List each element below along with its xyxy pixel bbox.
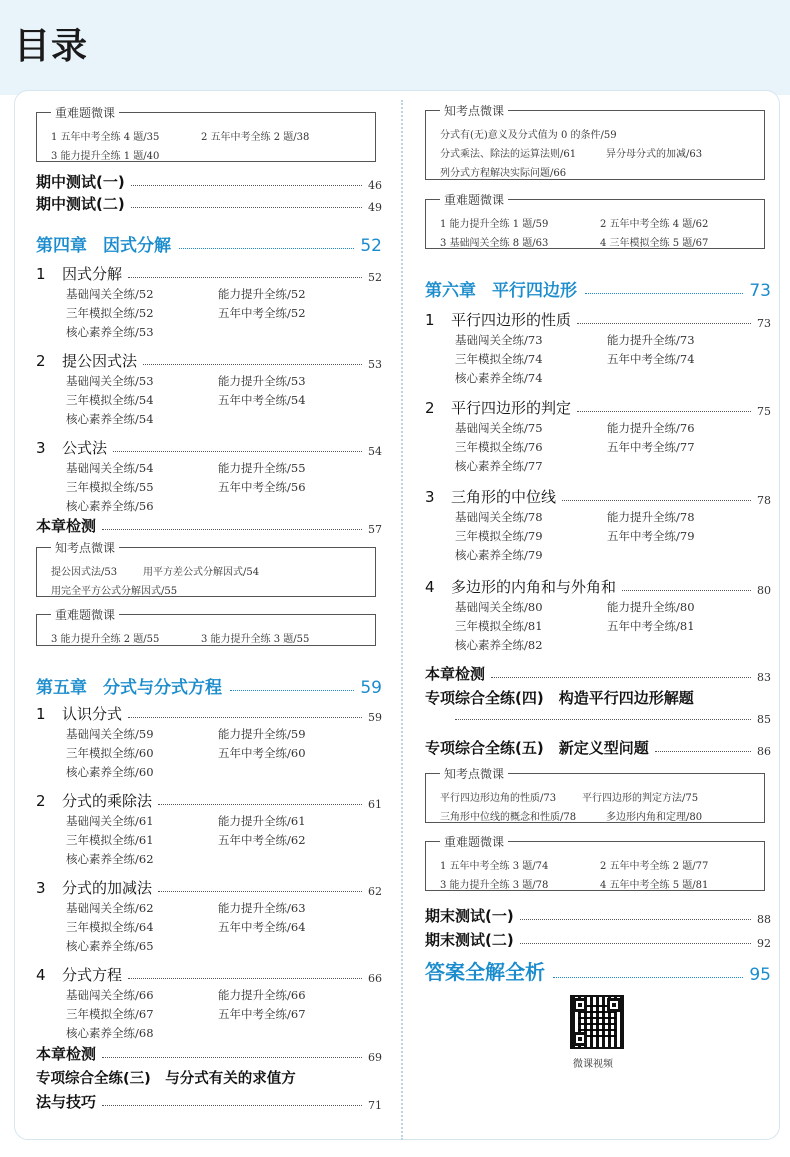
section-title: 因式分解 (62, 265, 123, 283)
qr-block (425, 995, 771, 1075)
leader-dots (102, 529, 362, 530)
exercise-item[interactable]: 能力提升全练/59 (218, 727, 306, 741)
box-entry[interactable]: 2 五年中考全练 4 题/62 (600, 219, 709, 230)
toc-entry-chapter-test[interactable] (36, 1040, 382, 1064)
toc-entry-midterm-1[interactable] (36, 168, 382, 192)
leader-dots (143, 364, 362, 365)
exercise-item[interactable]: 五年中考全练/54 (218, 393, 306, 407)
chapter-6-heading[interactable] (425, 275, 771, 301)
toc-page: 85 (757, 713, 771, 726)
exercise-row (455, 420, 775, 436)
exercise-item[interactable]: 五年中考全练/56 (218, 480, 306, 494)
exercise-item[interactable]: 核心素养全练/77 (455, 459, 543, 473)
exercise-item[interactable]: 五年中考全练/79 (607, 529, 695, 543)
exercise-item[interactable]: 三年模拟全练/54 (66, 393, 154, 407)
leader-dots (131, 207, 362, 208)
toc-section[interactable] (36, 874, 382, 898)
leader-dots (131, 185, 362, 186)
box-title: 重难题微课 (51, 104, 119, 123)
leader-dots (562, 500, 751, 501)
exercise-item[interactable]: 三年模拟全练/61 (66, 833, 154, 847)
exercise-item[interactable]: 三年模拟全练/55 (66, 480, 154, 494)
exercise-row (455, 637, 775, 653)
page-title: 目录 (14, 26, 89, 67)
column-divider (401, 100, 403, 1140)
section-title: 分式的加减法 (62, 879, 153, 897)
toc-entry-chapter-test[interactable] (36, 512, 382, 536)
box-entry[interactable]: 3 能力提升全练 2 题/55 (51, 634, 160, 645)
exercise-row (66, 726, 386, 742)
exercise-item[interactable]: 基础闯关全练/73 (455, 333, 543, 347)
exercise-item[interactable]: 核心素养全练/62 (66, 852, 154, 866)
leader-dots (179, 248, 354, 249)
toc-entry-special-5[interactable] (425, 734, 771, 758)
toc-page: 73 (757, 317, 771, 330)
leader-dots (113, 451, 362, 452)
leader-dots (655, 751, 751, 752)
leader-dots (230, 690, 354, 691)
box-entry[interactable]: 2 五年中考全练 2 题/38 (201, 132, 310, 143)
zhikao-box (425, 767, 765, 823)
chapter-page: 59 (360, 678, 382, 698)
box-entry[interactable]: 分式乘法、除法的运算法则/61 (440, 149, 577, 160)
exercise-item[interactable]: 三年模拟全练/64 (66, 920, 154, 934)
box-entry[interactable]: 4 三年模拟全练 5 题/67 (600, 238, 709, 249)
toc-entry-final-2[interactable] (425, 926, 771, 950)
exercise-item[interactable]: 三年模拟全练/74 (455, 352, 543, 366)
exercise-row (455, 618, 775, 634)
toc-section[interactable] (425, 394, 771, 418)
box-entry[interactable]: 平行四边形边角的性质/73 (440, 793, 557, 804)
exercise-row (66, 851, 386, 867)
leader-dots (622, 590, 751, 591)
exercise-item[interactable]: 三年模拟全练/52 (66, 306, 154, 320)
leader-dots (102, 1105, 362, 1106)
zhongnan-box (425, 835, 765, 891)
section-title: 分式方程 (62, 966, 123, 984)
section-number: 1 (36, 265, 46, 283)
exercise-item[interactable]: 能力提升全练/55 (218, 461, 306, 475)
leader-dots (553, 977, 743, 978)
exercise-item[interactable]: 能力提升全练/66 (218, 988, 306, 1002)
toc-page: 52 (368, 271, 382, 284)
exercise-row (455, 547, 775, 563)
exercise-item[interactable]: 核心素养全练/65 (66, 939, 154, 953)
exercise-row (66, 900, 386, 916)
chapter-5-heading[interactable] (36, 672, 382, 698)
toc-entry-final-1[interactable] (425, 902, 771, 926)
exercise-item[interactable]: 五年中考全练/64 (218, 920, 306, 934)
toc-page: 78 (757, 494, 771, 507)
toc-section[interactable] (36, 961, 382, 985)
exercise-item[interactable]: 核心素养全练/74 (455, 371, 543, 385)
exercise-item[interactable]: 能力提升全练/52 (218, 287, 306, 301)
leader-dots (520, 943, 751, 944)
exercise-row (66, 479, 386, 495)
toc-entry-special-4-cont[interactable] (455, 706, 771, 726)
box-entry[interactable]: 3 能力提升全练 3 题/55 (201, 634, 310, 645)
toc-title: 期末测试(二) (425, 931, 514, 949)
exercise-row (455, 370, 775, 386)
exercise-item[interactable]: 能力提升全练/76 (607, 421, 695, 435)
box-entry[interactable]: 1 能力提升全练 1 题/59 (440, 219, 549, 230)
exercise-item[interactable]: 基础闯关全练/80 (455, 600, 543, 614)
chapter-name: 因式分解 (103, 236, 171, 256)
leader-dots (102, 1057, 362, 1058)
toc-page: 46 (368, 179, 382, 192)
chapter-name: 分式与分式方程 (103, 678, 222, 698)
exercise-row (66, 745, 386, 761)
toc-page: 92 (757, 937, 771, 950)
section-title: 提公因式法 (62, 352, 138, 370)
exercise-item[interactable]: 基础闯关全练/61 (66, 814, 154, 828)
exercise-item[interactable]: 核心素养全练/82 (455, 638, 543, 652)
section-title: 认识分式 (62, 705, 123, 723)
toc-page: 75 (757, 405, 771, 418)
leader-dots (128, 978, 362, 979)
toc-title: 期末测试(一) (425, 907, 514, 925)
zhikao-box (36, 541, 376, 597)
exercise-item[interactable]: 三年模拟全练/67 (66, 1007, 154, 1021)
chapter-name: 平行四边形 (492, 281, 577, 301)
box-entry[interactable]: 1 五年中考全练 3 题/74 (440, 861, 549, 872)
toc-title: 本章检测 (36, 517, 97, 535)
exercise-row (455, 332, 775, 348)
box-title: 重难题微课 (51, 606, 119, 625)
exercise-row (66, 764, 386, 780)
toc-page: 54 (368, 445, 382, 458)
box-entry[interactable]: 平行四边形的判定方法/75 (582, 793, 699, 804)
box-title: 重难题微课 (440, 191, 508, 210)
exercise-item[interactable]: 五年中考全练/62 (218, 833, 306, 847)
toc-section[interactable] (36, 347, 382, 371)
exercise-item[interactable]: 基础闯关全练/66 (66, 988, 154, 1002)
zhongnan-box (36, 608, 376, 646)
toc-page: 69 (368, 1051, 382, 1064)
toc-title: 本章检测 (36, 1045, 97, 1063)
exercise-item[interactable]: 能力提升全练/63 (218, 901, 306, 915)
box-entry[interactable]: 异分母分式的加减/63 (606, 149, 703, 160)
exercise-item[interactable]: 三年模拟全练/79 (455, 529, 543, 543)
toc-section[interactable] (425, 573, 771, 597)
chapter-page: 52 (360, 236, 382, 256)
section-title: 分式的乘除法 (62, 792, 153, 810)
zhongnan-box (36, 106, 376, 162)
exercise-row (66, 324, 386, 340)
toc-page: 59 (368, 711, 382, 724)
section-number: 1 (425, 311, 435, 329)
chapter-4-heading[interactable] (36, 230, 382, 256)
box-entry[interactable]: 列分式方程解决实际问题/66 (440, 168, 567, 179)
exercise-item[interactable]: 三年模拟全练/60 (66, 746, 154, 760)
exercise-row (455, 458, 775, 474)
exercise-row (66, 987, 386, 1003)
answers-page: 95 (749, 965, 771, 985)
exercise-row (455, 599, 775, 615)
exercise-item[interactable]: 能力提升全练/53 (218, 374, 306, 388)
leader-dots (158, 804, 362, 805)
exercise-item[interactable]: 核心素养全练/68 (66, 1026, 154, 1040)
section-number: 2 (36, 352, 46, 370)
toc-page: 57 (368, 523, 382, 536)
toc-section[interactable] (36, 787, 382, 811)
exercise-item[interactable]: 能力提升全练/78 (607, 510, 695, 524)
leader-dots (577, 323, 751, 324)
leader-dots (455, 719, 751, 720)
exercise-item[interactable]: 核心素养全练/56 (66, 499, 154, 513)
section-title: 公式法 (62, 439, 108, 457)
box-entry[interactable]: 2 五年中考全练 2 题/77 (600, 861, 709, 872)
exercise-row (455, 509, 775, 525)
toc-page: 83 (757, 671, 771, 684)
box-entry[interactable]: 4 五年中考全练 5 题/81 (600, 880, 709, 891)
toc-title: 期中测试(二) (36, 195, 125, 213)
toc-section[interactable] (36, 700, 382, 724)
exercise-row (66, 832, 386, 848)
exercise-row (66, 286, 386, 302)
section-number: 2 (425, 399, 435, 417)
section-number: 4 (425, 578, 435, 596)
exercise-row (455, 351, 775, 367)
leader-dots (128, 717, 362, 718)
exercise-row (66, 919, 386, 935)
section-number: 1 (36, 705, 46, 723)
exercise-item[interactable]: 三年模拟全练/81 (455, 619, 543, 633)
toc-entry-special-4[interactable] (425, 684, 771, 708)
exercise-item[interactable]: 能力提升全练/80 (607, 600, 695, 614)
qr-caption: 微课视频 (573, 1059, 613, 1070)
exercise-item[interactable]: 核心素养全练/54 (66, 412, 154, 426)
exercise-item[interactable]: 基础闯关全练/54 (66, 461, 154, 475)
box-title: 知考点微课 (440, 102, 508, 121)
toc-page: 86 (757, 745, 771, 758)
box-entry[interactable]: 多边形内角和定理/80 (606, 812, 703, 823)
box-entry[interactable]: 用平方差公式分解因式/54 (143, 567, 260, 578)
qr-code[interactable] (570, 995, 624, 1049)
section-title: 多边形的内角和与外角和 (451, 578, 617, 596)
exercise-row (66, 411, 386, 427)
box-title: 重难题微课 (440, 833, 508, 852)
exercise-item[interactable]: 核心素养全练/79 (455, 548, 543, 562)
box-entry[interactable]: 三角形中位线的概念和性质/78 (440, 812, 577, 823)
section-number: 3 (36, 879, 46, 897)
toc-page: 66 (368, 972, 382, 985)
exercise-row (66, 938, 386, 954)
chapter-page: 73 (749, 281, 771, 301)
toc-entry-answers[interactable] (425, 955, 771, 985)
exercise-item[interactable]: 基础闯关全练/52 (66, 287, 154, 301)
leader-dots (491, 677, 751, 678)
zhikao-box (425, 104, 765, 180)
leader-dots (520, 919, 751, 920)
leader-dots (577, 411, 751, 412)
box-title: 知考点微课 (440, 765, 508, 784)
chapter-label: 第六章 (425, 281, 476, 301)
answers-title: 答案全解全析 (425, 960, 545, 984)
box-entry[interactable]: 用完全平方公式分解因式/55 (51, 586, 178, 597)
exercise-row (455, 439, 775, 455)
box-entry[interactable]: 分式有(无)意义及分式值为 0 的条件/59 (440, 130, 617, 141)
toc-entry-chapter-test[interactable] (425, 660, 771, 684)
toc-page: 49 (368, 201, 382, 214)
toc-page: 80 (757, 584, 771, 597)
zhongnan-box (425, 193, 765, 249)
exercise-item[interactable]: 基础闯关全练/62 (66, 901, 154, 915)
exercise-row (66, 392, 386, 408)
section-title: 平行四边形的性质 (451, 311, 572, 329)
toc-section[interactable] (36, 434, 382, 458)
exercise-row (66, 813, 386, 829)
leader-dots (158, 891, 362, 892)
leader-dots (128, 277, 362, 278)
section-number: 2 (36, 792, 46, 810)
exercise-row (66, 305, 386, 321)
exercise-item[interactable]: 三年模拟全练/76 (455, 440, 543, 454)
box-title: 知考点微课 (51, 539, 119, 558)
exercise-item[interactable]: 基础闯关全练/53 (66, 374, 154, 388)
toc-title: 专项综合全练(三) 与分式有关的求值方 (36, 1071, 296, 1087)
toc-entry-midterm-2[interactable] (36, 190, 382, 214)
exercise-item[interactable]: 能力提升全练/61 (218, 814, 306, 828)
exercise-row (66, 1025, 386, 1041)
exercise-item[interactable]: 五年中考全练/77 (607, 440, 695, 454)
chapter-label: 第五章 (36, 678, 87, 698)
exercise-item[interactable]: 五年中考全练/67 (218, 1007, 306, 1021)
box-entry[interactable]: 1 五年中考全练 4 题/35 (51, 132, 160, 143)
leader-dots (585, 293, 743, 294)
exercise-item[interactable]: 基础闯关全练/59 (66, 727, 154, 741)
exercise-row (66, 373, 386, 389)
section-number: 4 (36, 966, 46, 984)
section-number: 3 (425, 488, 435, 506)
exercise-item[interactable]: 五年中考全练/60 (218, 746, 306, 760)
box-entry[interactable]: 3 能力提升全练 3 题/78 (440, 880, 549, 891)
exercise-row (455, 528, 775, 544)
exercise-item[interactable]: 基础闯关全练/75 (455, 421, 543, 435)
toc-section[interactable] (425, 306, 771, 330)
toc-title: 本章检测 (425, 665, 486, 683)
toc-page: 61 (368, 798, 382, 811)
box-entry[interactable]: 提公因式法/53 (51, 567, 118, 578)
box-entry[interactable]: 3 能力提升全练 1 题/40 (51, 151, 160, 162)
exercise-item[interactable]: 五年中考全练/81 (607, 619, 695, 633)
toc-title: 专项综合全练(四) 构造平行四边形解题 (425, 689, 694, 707)
chapter-label: 第四章 (36, 236, 87, 256)
toc-title: 法与技巧 (36, 1093, 97, 1111)
exercise-item[interactable]: 核心素养全练/60 (66, 765, 154, 779)
toc-entry-special-3-cont[interactable] (36, 1088, 382, 1112)
toc-page: 62 (368, 885, 382, 898)
toc-page: 88 (757, 913, 771, 926)
toc-section[interactable] (425, 483, 771, 507)
box-entry[interactable]: 3 基础闯关全练 8 题/63 (440, 238, 549, 249)
exercise-item[interactable]: 基础闯关全练/78 (455, 510, 543, 524)
exercise-item[interactable]: 五年中考全练/52 (218, 306, 306, 320)
exercise-row (66, 460, 386, 476)
toc-section[interactable] (36, 260, 382, 284)
section-number: 3 (36, 439, 46, 457)
toc-page: 53 (368, 358, 382, 371)
toc-title: 期中测试(一) (36, 173, 125, 191)
exercise-item[interactable]: 能力提升全练/73 (607, 333, 695, 347)
exercise-item[interactable]: 五年中考全练/74 (607, 352, 695, 366)
toc-entry-special-3[interactable] (36, 1064, 382, 1088)
section-title: 平行四边形的判定 (451, 399, 572, 417)
exercise-item[interactable]: 核心素养全练/53 (66, 325, 154, 339)
exercise-row (66, 1006, 386, 1022)
header-band (0, 0, 790, 95)
toc-page: 71 (368, 1099, 382, 1112)
toc-title: 专项综合全练(五) 新定义型问题 (425, 739, 649, 757)
section-title: 三角形的中位线 (451, 488, 557, 506)
